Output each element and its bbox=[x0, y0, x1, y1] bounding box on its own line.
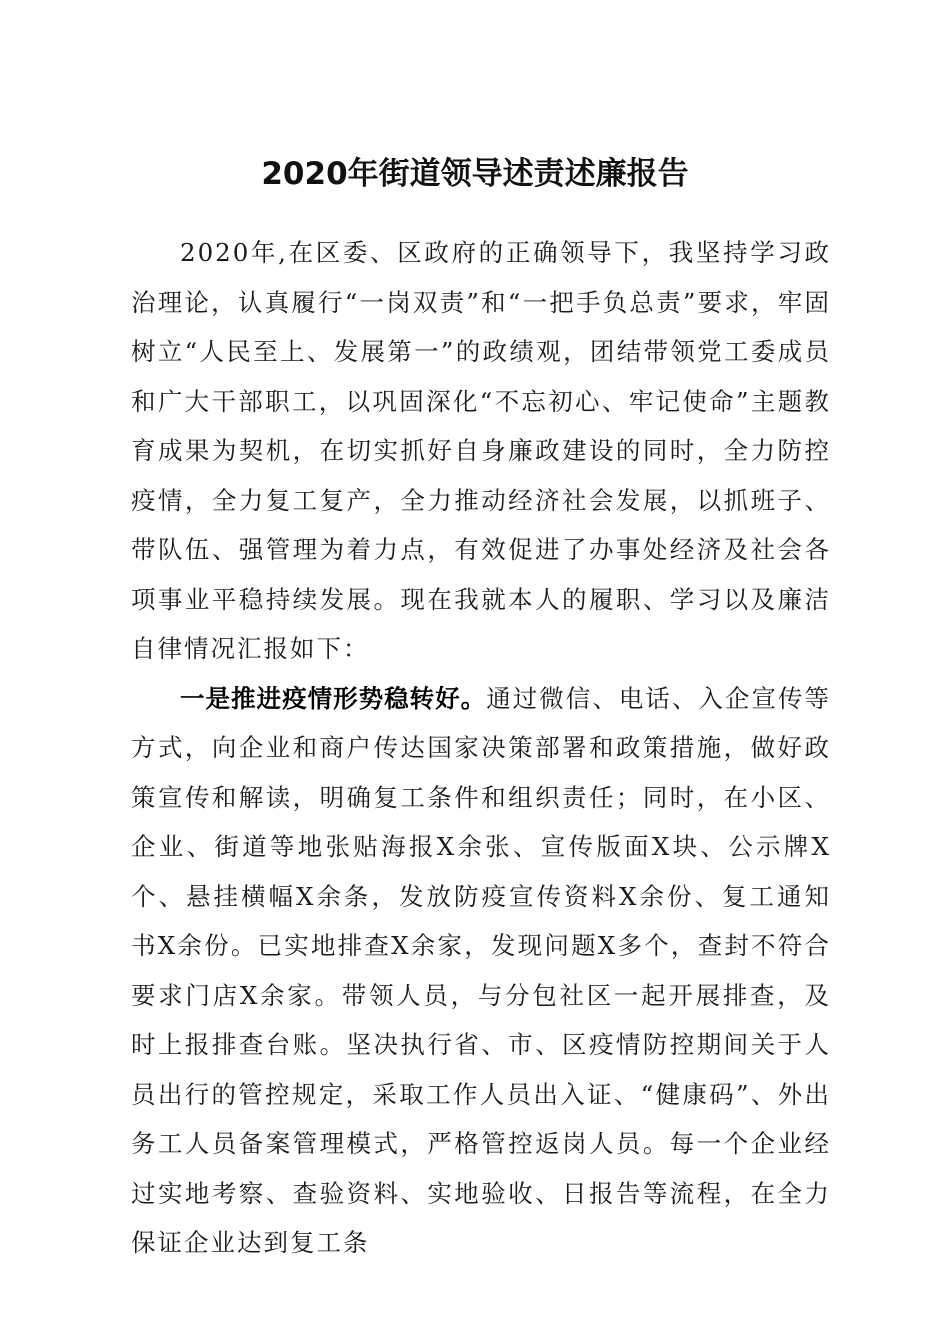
paragraph-epidemic bbox=[131, 674, 831, 1268]
document-title: 2020年街道领导述责述廉报告 bbox=[261, 156, 689, 192]
document-body bbox=[131, 228, 831, 1268]
paragraph-intro: 2020年,在区委、区政府的正确领导下，我坚持学习政治理论，认真履行“一岗双责”和“一把手负总责”要求，牢固树立“人民至上、发展第一”的政绩观，团结带领党工委成员和广大干部职工，以巩固深化“不忘初心、牢记使命”主题教育成果为契机，在切实抓好自身廉政建设的同时，全力防控疫情，全力复工复产，全力推动经济社会发展，以抓班子、带队伍、强管理为着力点，有效促进了办事处经济及社会各项事业平稳持续发展。现在我就本人的履职、学习以及廉洁自律情况汇报如下： bbox=[131, 238, 831, 663]
paragraph-lead-heading: 一是推进疫情形势稳转好。 bbox=[180, 683, 487, 713]
paragraph-epidemic-text: 通过微信、电话、入企宣传等方式，向企业和商户传达国家决策部署和政策措施，做好政策宣传和解读，明确复工条件和组织责任；同时，在小区、企业、街道等地张贴海报X余张、宣传版面X块、公示牌X个、悬挂横幅X余条，发放防疫宣传资料X余份、复工通知书X余份。已实地排查X余家，发现问题X多个，查封不符合要求门店X余家。带领人员，与分包社区一起开展排查，及时上报排查台账。坚决执行省、市、区疫情防控期间关于人员出行的管控规定，采取工作人员出入证、“健康码”、外出务工人员备案管理模式，严格管控返岗人员。每一个企业经过实地考察、查验资料、实地验收、日报告等流程，在全力保证企业达到复工条 bbox=[131, 683, 831, 1257]
